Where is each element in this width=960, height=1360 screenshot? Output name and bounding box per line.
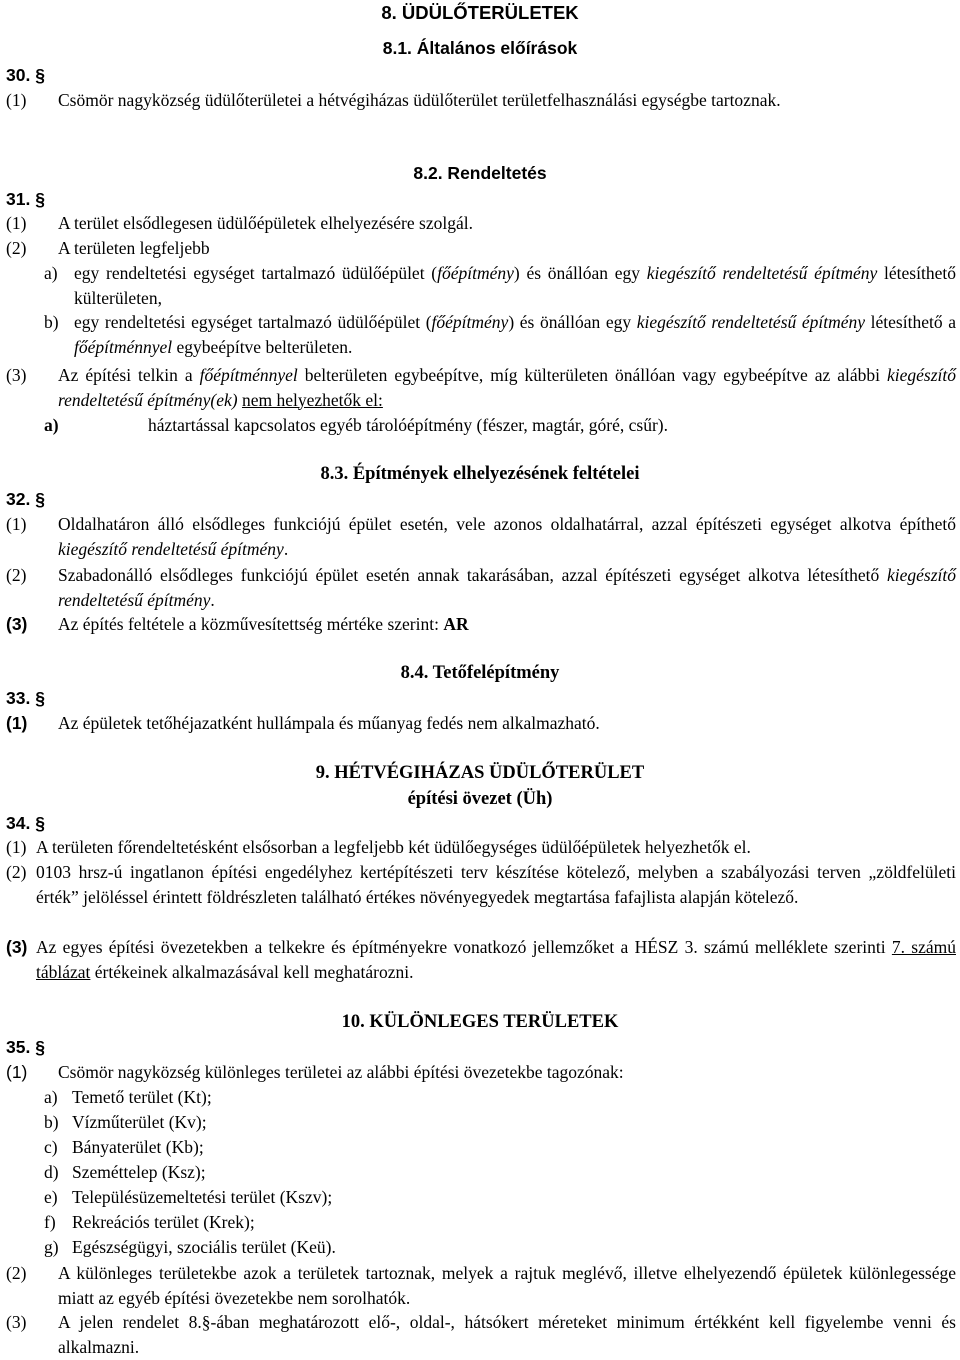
list-item-label: b) bbox=[44, 312, 59, 332]
paragraph-text: A különleges területekbe azok a területek tartoznak, melyek a rajtuk meglévő, illetve elhelyezendő épületek különlegessége miatt az egyéb építési övezetekbe nem sorolhatók. bbox=[58, 1263, 956, 1308]
paragraph-30-1 bbox=[6, 88, 956, 113]
paragraph-text: Csömör nagyközség különleges területei az alábbi építési övezetekbe tagozónak: bbox=[58, 1062, 624, 1082]
list-item-31-2-b bbox=[44, 310, 956, 359]
paragraph-text: Csömör nagyközség üdülőterületei a hétvégiházas üdülőterület területfelhasználási egységbe tartoznak. bbox=[58, 90, 781, 110]
paragraph-number: (2) bbox=[6, 862, 27, 882]
paragraph-number: (1) bbox=[6, 213, 27, 233]
paragraph-35-3 bbox=[6, 1310, 956, 1359]
list-item-35-b: b) Vízműterület (Kv); bbox=[44, 1112, 207, 1132]
paragraph-number: (3) bbox=[6, 614, 28, 634]
section-label: 34. bbox=[6, 813, 31, 833]
section-sign-icon: § bbox=[35, 813, 45, 833]
section-number-34 bbox=[6, 811, 45, 836]
chapter-heading-10: 10. KÜLÖNLEGES TERÜLETEK bbox=[341, 1012, 619, 1032]
chapter-subtitle-9: építési övezet (Üh) bbox=[407, 789, 553, 809]
section-label: 33. bbox=[6, 688, 31, 708]
paragraph-text: Az építés feltétele a közművesítettség mértéke szerint: AR bbox=[58, 614, 469, 634]
paragraph-number: (2) bbox=[6, 238, 27, 258]
list-item-35-c: c) Bányaterület (Kb); bbox=[44, 1137, 204, 1157]
paragraph-34-3 bbox=[6, 935, 956, 984]
chapter-heading-9: 9. HÉTVÉGIHÁZAS ÜDÜLŐTERÜLET bbox=[315, 763, 645, 783]
paragraph-32-1 bbox=[6, 512, 956, 561]
list-item-35-d: d) Szeméttelep (Ksz); bbox=[44, 1162, 206, 1182]
paragraph-text: Az egyes építési övezetekben a telkekre és építményekre vonatkozó jellemzőket a HÉSZ 3. számú melléklete szerinti 7. számú táblázat értékeinek alkalmazásával kell meghatározni. bbox=[36, 937, 956, 982]
paragraph-number: (3) bbox=[6, 365, 27, 385]
paragraph-number: (3) bbox=[6, 1312, 27, 1332]
paragraph-35-2 bbox=[6, 1261, 956, 1310]
section-number-33 bbox=[6, 686, 45, 711]
section-label: 31. bbox=[6, 189, 31, 209]
paragraph-31-2 bbox=[6, 236, 956, 261]
paragraph-number: (3) bbox=[6, 937, 28, 957]
paragraph-number: (2) bbox=[6, 565, 27, 585]
paragraph-number: (1) bbox=[6, 837, 27, 857]
paragraph-text: Az épületek tetőhéjazatként hullámpala és műanyag fedés nem alkalmazható. bbox=[58, 713, 600, 733]
paragraph-text: 0103 hrsz-ú ingatlanon építési engedélyhez kertépítészeti terv készítése kötelező, melyben a szabályozási terven „zöldfelületi érték” jelöléssel érintett földrészleten található értékes növényegyedek megtartása fafajlista alapján kötelező. bbox=[36, 862, 956, 907]
list-item-31-3-a bbox=[44, 413, 956, 438]
section-sign-icon: § bbox=[35, 65, 45, 85]
paragraph-35-1 bbox=[6, 1060, 956, 1085]
list-item-35-a: a) Temető terület (Kt); bbox=[44, 1087, 212, 1107]
list-item-35-f: f) Rekreációs terület (Krek); bbox=[44, 1212, 255, 1232]
section-number-32 bbox=[6, 487, 45, 512]
section-number-30 bbox=[6, 63, 45, 88]
paragraph-text: Oldalhatáron álló elsődleges funkciójú épület esetén, vele azonos oldalhatárral, azzal építészeti egységet alkotva építhető kiegészítő rendeltetésű építmény. bbox=[58, 514, 956, 559]
subheading-8-4: 8.4. Tetőfelépítmény bbox=[400, 663, 560, 683]
section-label: 32. bbox=[6, 489, 31, 509]
paragraph-32-3 bbox=[6, 612, 956, 637]
section-sign-icon: § bbox=[35, 1037, 45, 1057]
list-item-text: egy rendeltetési egységet tartalmazó üdülőépület (főépítmény) és önállóan egy kiegészítő rendeltetésű építmény létesíthető a főépítménnyel egybeépítve belterületen. bbox=[74, 312, 956, 357]
list-item-label: a) bbox=[44, 415, 59, 435]
section-label: 30. bbox=[6, 65, 31, 85]
subheading-8-2: 8.2. Rendeltetés bbox=[413, 163, 547, 183]
section-number-31 bbox=[6, 187, 45, 212]
list-item-31-2-a bbox=[44, 261, 956, 310]
subheading-8-1: 8.1. Általános előírások bbox=[382, 38, 578, 58]
paragraph-34-1 bbox=[6, 835, 956, 860]
section-number-35 bbox=[6, 1035, 45, 1060]
list-item-35-e: e) Településüzemeltetési terület (Kszv); bbox=[44, 1187, 333, 1207]
list-item-text: egy rendeltetési egységet tartalmazó üdülőépület (főépítmény) és önállóan egy kiegészítő rendeltetésű építmény létesíthető külterületen, bbox=[74, 263, 956, 308]
paragraph-text: Az építési telkin a főépítménnyel belterületen egybeépítve, míg külterületen önállóan vagy egybeépítve az alábbi kiegészítő rendeltetésű építmény(ek) nem helyezhetők el: bbox=[58, 365, 956, 410]
paragraph-text: A területen legfeljebb bbox=[58, 238, 210, 258]
paragraph-32-2 bbox=[6, 563, 956, 612]
list-item-label: a) bbox=[44, 263, 58, 283]
chapter-heading-8: 8. ÜDÜLŐTERÜLETEK bbox=[381, 2, 579, 23]
paragraph-number: (1) bbox=[6, 1062, 28, 1082]
section-label: 35. bbox=[6, 1037, 31, 1057]
paragraph-text: A területen főrendeltetésként elsősorban a legfeljebb két üdülőegységes üdülőépületek helyezhetők el. bbox=[36, 837, 751, 857]
paragraph-text: A jelen rendelet 8.§-ában meghatározott elő-, oldal-, hátsókert méreteket minimum értékként kell figyelembe venni és alkalmazni. bbox=[58, 1312, 956, 1357]
paragraph-number: (2) bbox=[6, 1263, 27, 1283]
paragraph-text: Szabadonálló elsődleges funkciójú épület esetén annak takarásában, azzal építészeti egységet alkotva létesíthető kiegészítő rendeltetésű építmény. bbox=[58, 565, 956, 610]
list-item-35-g: g) Egészségügyi, szociális terület (Keü). bbox=[44, 1237, 336, 1257]
paragraph-31-1 bbox=[6, 211, 956, 236]
paragraph-number: (1) bbox=[6, 90, 27, 110]
subheading-8-3: 8.3. Építmények elhelyezésének feltételei bbox=[320, 464, 640, 484]
paragraph-number: (1) bbox=[6, 514, 27, 534]
section-sign-icon: § bbox=[35, 189, 45, 209]
paragraph-number: (1) bbox=[6, 713, 28, 733]
paragraph-34-2 bbox=[6, 860, 956, 909]
section-sign-icon: § bbox=[35, 688, 45, 708]
list-item-text: háztartással kapcsolatos egyéb tárolóépítmény (fészer, magtár, góré, csűr). bbox=[148, 415, 668, 435]
paragraph-33-1 bbox=[6, 711, 956, 736]
paragraph-text: A terület elsődlegesen üdülőépületek elhelyezésére szolgál. bbox=[58, 213, 473, 233]
paragraph-31-3 bbox=[6, 363, 956, 412]
section-sign-icon: § bbox=[35, 489, 45, 509]
